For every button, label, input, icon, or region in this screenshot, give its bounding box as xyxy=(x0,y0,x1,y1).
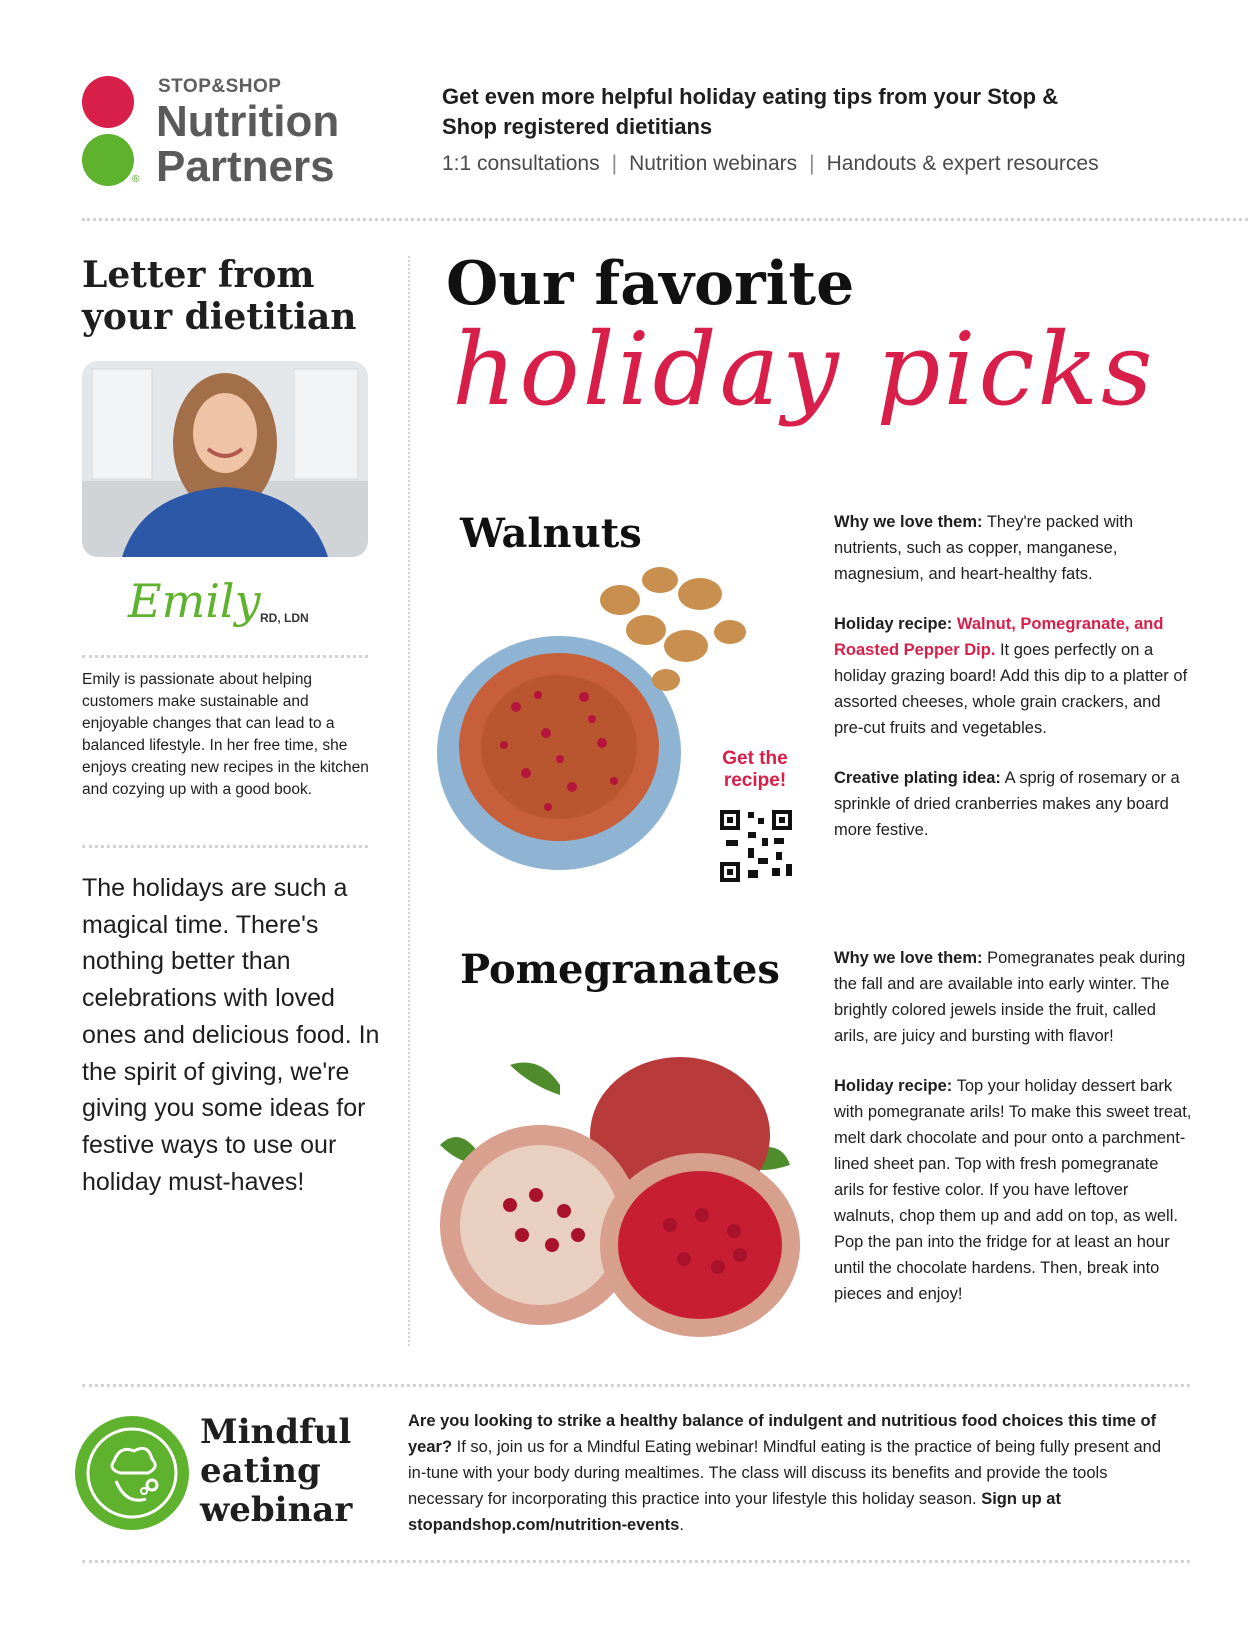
divider-bottom xyxy=(82,1560,1190,1563)
main-title: Our favorite xyxy=(446,249,855,319)
column-divider xyxy=(408,256,410,1346)
walnut-pieces-image xyxy=(590,560,760,710)
webinar-body: If so, join us for a Mindful Eating webinar! Mindful eating is the practice of being fully present and in-tune with your body during mealtimes. The class will discuss its benefits and provide the tools necessary for incorporating this practice into your lifestyle this holiday season. xyxy=(408,1438,1162,1508)
script-title: holiday picks xyxy=(452,311,1156,428)
brand-line-partners: Partners xyxy=(156,142,335,191)
pomegranates-recipe xyxy=(834,1073,1192,1307)
pomegranates-why-text: Pomegranates peak during the fall and are available into early winter. The brightly colored jewels inside the fruit, called arils, are juicy and bursting with flavor! xyxy=(834,949,1186,1045)
logo-red-dot xyxy=(82,76,134,128)
divider-signature xyxy=(82,655,368,658)
link-separator: | xyxy=(611,152,618,175)
walnuts-plating-text: A sprig of rosemary or a sprinkle of dried cranberries makes any board more festive. xyxy=(834,769,1180,839)
pomegranates-heading: Pomegranates xyxy=(460,946,780,993)
walnuts-why xyxy=(834,509,1192,587)
webinar-signup-link[interactable]: Sign up at stopandshop.com/nutrition-events xyxy=(408,1490,1061,1534)
brand-store-name: STOP&SHOP xyxy=(158,76,282,97)
letter-body: The holidays are such a magical time. There's nothing better than celebrations with loved ones and delicious food. In the spirit of giving, we're giving you some ideas for festive ways to use our holiday must-haves! xyxy=(82,874,380,1196)
webinar-end: . xyxy=(679,1516,684,1534)
link-consultations[interactable]: 1:1 consultations xyxy=(442,152,600,175)
divider-top xyxy=(82,218,1248,221)
logo-green-dot xyxy=(82,134,134,186)
brand-line-nutrition: Nutrition xyxy=(156,97,340,146)
pomegranates-why xyxy=(834,945,1192,1049)
link-handouts[interactable]: Handouts & expert resources xyxy=(826,152,1099,175)
walnuts-recipe-name: Walnut, Pomegranate, and Roasted Pepper Dip. xyxy=(834,615,1164,659)
pomegranates-recipe-text: Top your holiday dessert bark with pomegranate arils! To make this sweet treat, melt dark chocolate and pour onto a parchment-lined sheet pan. Top with fresh pomegranate arils for festive color. If you have leftover walnuts, chop them up and add on top, as well. Pop the pan into the fridge for at least an hour until the chocolate hardens. Then, break into pieces and enjoy! xyxy=(834,1077,1192,1303)
link-separator: | xyxy=(809,152,815,175)
link-webinars[interactable]: Nutrition webinars xyxy=(629,152,798,175)
qr-code-icon[interactable] xyxy=(718,808,794,884)
dietitian-photo-illustration xyxy=(82,361,368,557)
pomegranate-image xyxy=(440,1045,810,1345)
walnuts-recipe-label: Holiday recipe: xyxy=(834,615,953,633)
webinar-text xyxy=(408,1408,1178,1538)
divider-footer xyxy=(82,1384,1190,1387)
pomegranates-why-label: Why we love them: xyxy=(834,949,983,967)
pomegranates-recipe-label: Holiday recipe: xyxy=(834,1077,953,1095)
signature: Emily xyxy=(128,574,261,628)
walnuts-recipe-text: It goes perfectly on a holiday grazing board! Add this dip to a platter of assorted cheeses, whole grain crackers, and pre-cut fruits and vegetables. xyxy=(834,641,1188,737)
credentials: RD, LDN xyxy=(260,611,309,625)
walnuts-recipe xyxy=(834,611,1192,741)
mindful-eating-icon xyxy=(74,1415,190,1531)
walnuts-plating-label: Creative plating idea: xyxy=(834,769,1001,787)
dietitian-photo xyxy=(82,361,368,557)
letter-title: Letter from your dietitian xyxy=(82,254,357,338)
walnuts-why-text: They're packed with nutrients, such as copper, manganese, magnesium, and heart-healthy fats. xyxy=(834,513,1134,583)
walnuts-description xyxy=(834,509,1192,867)
header-links xyxy=(442,152,1099,176)
webinar-lead: Are you looking to strike a healthy balance of indulgent and nutritious food choices this time of year? xyxy=(408,1412,1157,1456)
walnuts-plating xyxy=(834,765,1192,843)
walnuts-heading: Walnuts xyxy=(460,510,642,557)
pomegranates-description xyxy=(834,945,1192,1331)
get-recipe-label[interactable]: Get the recipe! xyxy=(722,748,788,791)
walnuts-why-label: Why we love them: xyxy=(834,513,983,531)
dietitian-bio: Emily is passionate about helping customers make sustainable and enjoyable changes that can lead to a balanced lifestyle. In her free time, she enjoys creating new recipes in the kitchen and cozying up with a good book. xyxy=(82,671,369,798)
webinar-title: Mindful eating webinar xyxy=(200,1412,353,1530)
registered-mark: ® xyxy=(132,174,140,185)
header-tips: Get even more helpful holiday eating tips from your Stop & Shop registered dietitians xyxy=(442,84,1059,139)
divider-bio xyxy=(82,845,368,848)
